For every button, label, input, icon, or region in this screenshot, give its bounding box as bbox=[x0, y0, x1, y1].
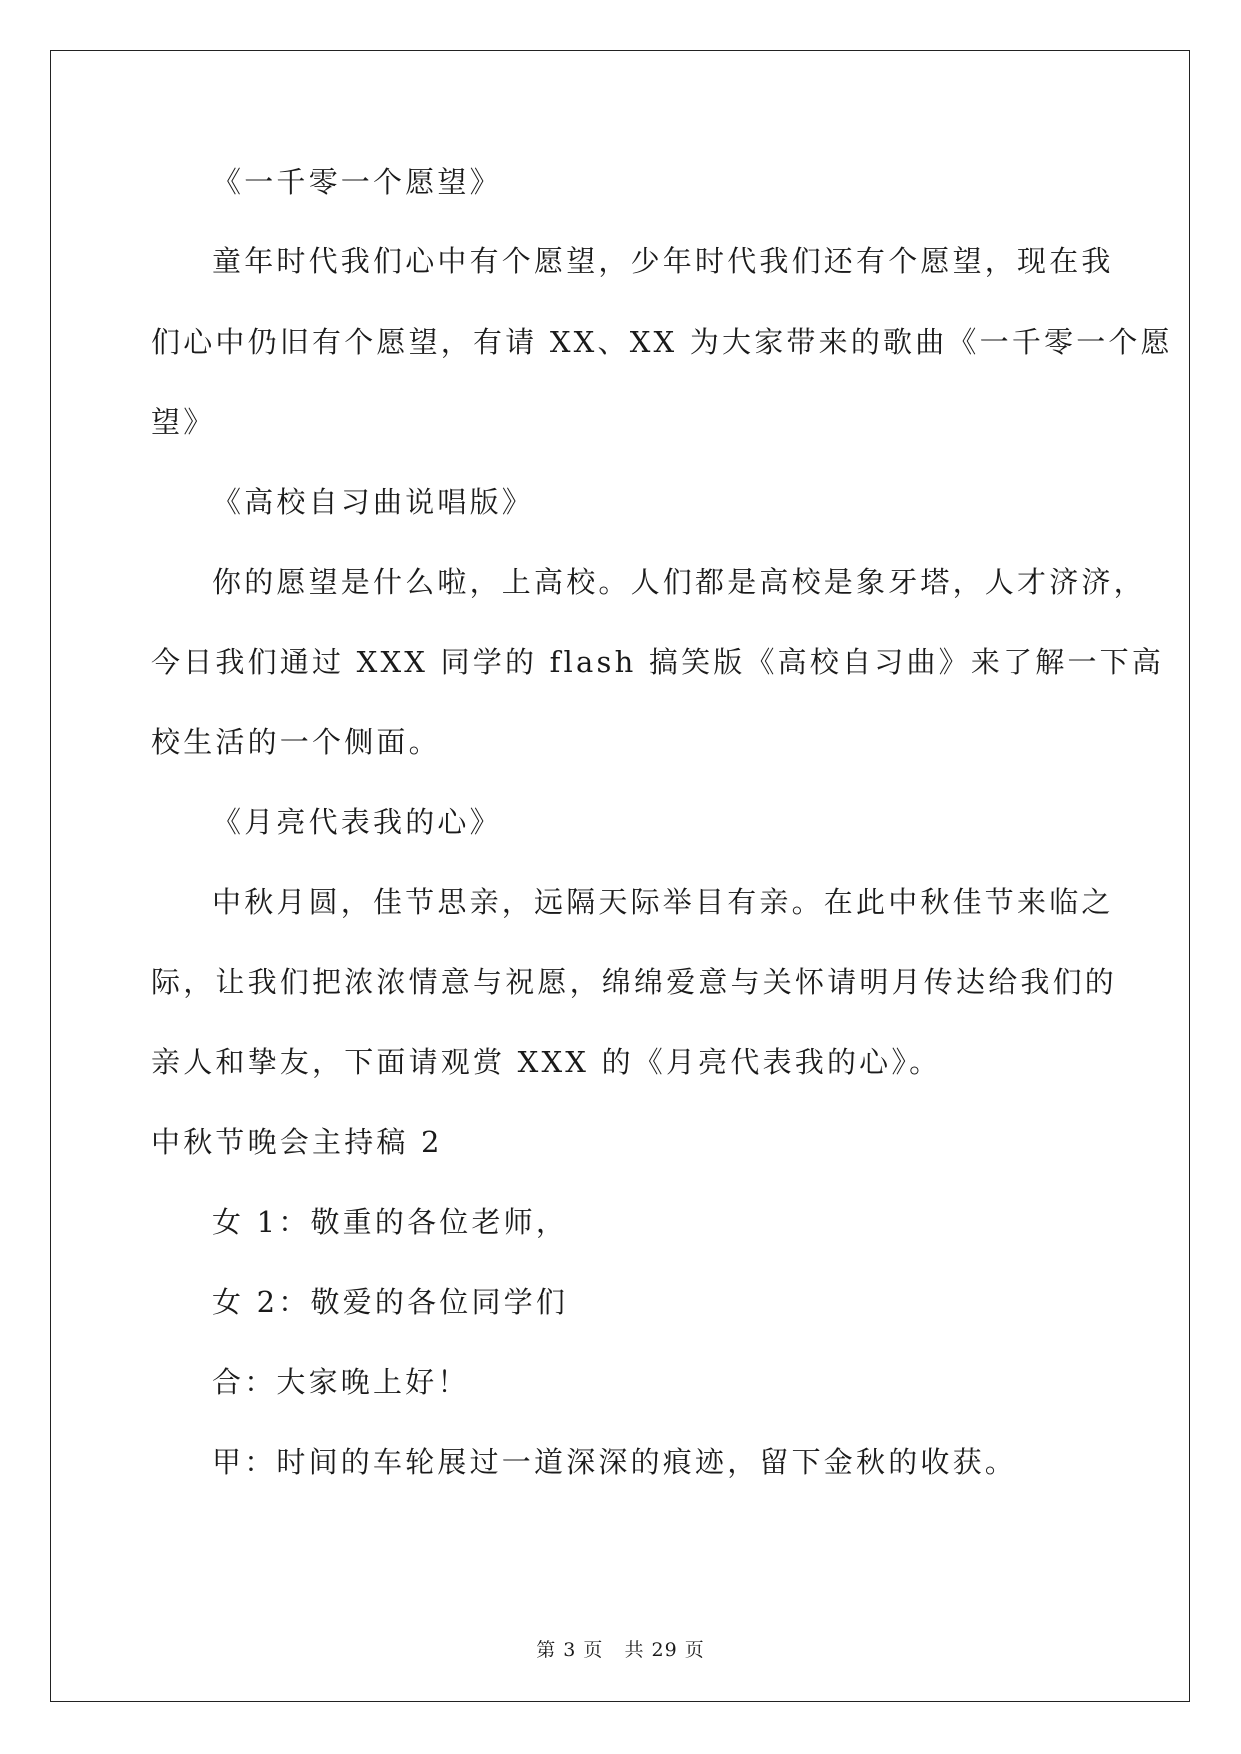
dialogue-line: 合：大家晚上好！ bbox=[212, 1365, 470, 1399]
page-number-footer: 第 3 页 共 29 页 bbox=[536, 1639, 705, 1661]
paragraph-line: 今日我们通过 XXX 同学的 flash 搞笑版《高校自习曲》来了解一下高 bbox=[151, 645, 1165, 679]
paragraph-line: 你的愿望是什么啦，上高校。人们都是高校是象牙塔，人才济济， bbox=[212, 565, 1146, 599]
paragraph-line: 际，让我们把浓浓情意与祝愿，绵绵爱意与关怀请明月传达给我们的 bbox=[151, 965, 1118, 999]
paragraph-line: 校生活的一个侧面。 bbox=[151, 725, 441, 759]
dialogue-line: 女 2：敬爱的各位同学们 bbox=[212, 1285, 569, 1319]
paragraph-line: 亲人和挚友，下面请观赏 XXX 的《月亮代表我的心》。 bbox=[151, 1045, 942, 1079]
paragraph-line: 们心中仍旧有个愿望，有请 XX、XX 为大家带来的歌曲《一千零一个愿 bbox=[151, 325, 1173, 359]
paragraph-line: 望》 bbox=[151, 405, 216, 439]
dialogue-line: 甲：时间的车轮展过一道深深的痕迹，留下金秋的收获。 bbox=[212, 1445, 1018, 1479]
song-title-1: 《一千零一个愿望》 bbox=[212, 165, 502, 199]
song-title-3: 《月亮代表我的心》 bbox=[212, 805, 502, 839]
section-heading: 中秋节晚会主持稿 2 bbox=[151, 1125, 443, 1159]
paragraph-line: 童年时代我们心中有个愿望，少年时代我们还有个愿望，现在我 bbox=[212, 244, 1114, 278]
song-title-2: 《高校自习曲说唱版》 bbox=[212, 485, 535, 519]
paragraph-line: 中秋月圆，佳节思亲，远隔天际举目有亲。在此中秋佳节来临之 bbox=[212, 885, 1114, 919]
dialogue-line: 女 1：敬重的各位老师， bbox=[212, 1205, 569, 1239]
